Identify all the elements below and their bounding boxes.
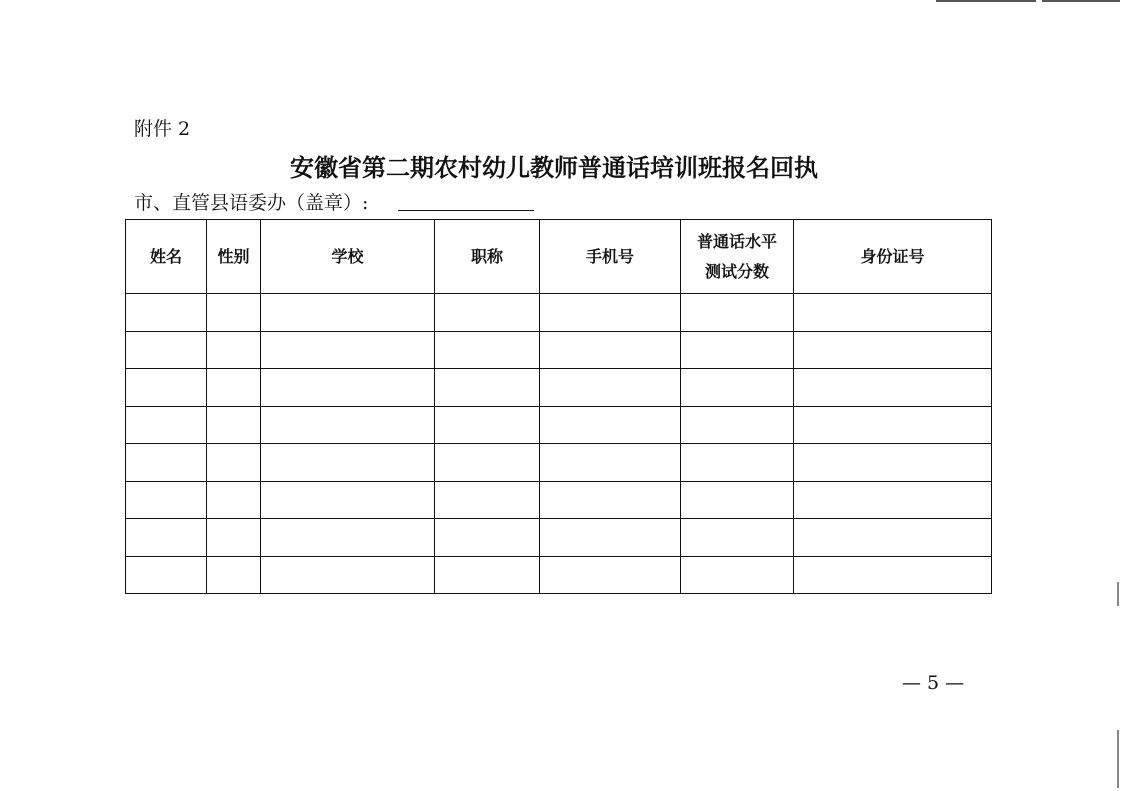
cell-name[interactable] [126,406,207,444]
cell-school[interactable] [261,556,435,594]
cell-gender[interactable] [207,556,261,594]
cell-id-number[interactable] [794,556,992,594]
cell-name[interactable] [126,519,207,557]
table-row [126,331,992,369]
cell-id-number[interactable] [794,369,992,407]
table-body [126,294,992,594]
page-title: 安徽省第二期农村幼儿教师普通话培训班报名回执 [290,153,818,182]
cell-school[interactable] [261,369,435,407]
cell-school[interactable] [261,331,435,369]
cell-name[interactable] [126,294,207,332]
cell-name[interactable] [126,369,207,407]
cell-phone[interactable] [540,556,681,594]
table-header-row [126,220,992,294]
cell-id-number[interactable] [794,444,992,482]
table-row [126,444,992,482]
header-title: 职称 [435,220,540,294]
cell-putonghua-score[interactable] [681,331,794,369]
cell-gender[interactable] [207,406,261,444]
registration-table [125,219,992,594]
header-gender: 性别 [207,220,261,294]
cell-id-number[interactable] [794,406,992,444]
cell-putonghua-score[interactable] [681,519,794,557]
table-row [126,519,992,557]
cell-name[interactable] [126,481,207,519]
cell-id-number[interactable] [794,331,992,369]
cell-title[interactable] [435,369,540,407]
table-row [126,481,992,519]
header-id-number: 身份证号 [794,220,992,294]
cell-id-number[interactable] [794,481,992,519]
attachment-label: 附件 2 [134,118,191,140]
cell-phone[interactable] [540,406,681,444]
cell-id-number[interactable] [794,294,992,332]
cell-gender[interactable] [207,331,261,369]
cell-school[interactable] [261,444,435,482]
cell-name[interactable] [126,444,207,482]
stamp-fill-line[interactable] [398,210,534,211]
cell-title[interactable] [435,331,540,369]
cell-school[interactable] [261,406,435,444]
cell-putonghua-score[interactable] [681,369,794,407]
cell-name[interactable] [126,556,207,594]
cell-phone[interactable] [540,481,681,519]
header-rule-right [1042,0,1120,2]
cell-putonghua-score[interactable] [681,444,794,482]
cell-putonghua-score[interactable] [681,406,794,444]
cell-school[interactable] [261,481,435,519]
cell-title[interactable] [435,556,540,594]
cell-school[interactable] [261,519,435,557]
table-row [126,406,992,444]
table-row [126,556,992,594]
cell-gender[interactable] [207,444,261,482]
header-name: 姓名 [126,220,207,294]
cell-gender[interactable] [207,294,261,332]
page-number: — 5 — [902,672,965,694]
cell-name[interactable] [126,331,207,369]
cell-gender[interactable] [207,519,261,557]
cell-phone[interactable] [540,294,681,332]
cell-phone[interactable] [540,369,681,407]
cell-gender[interactable] [207,369,261,407]
cell-phone[interactable] [540,519,681,557]
cell-title[interactable] [435,444,540,482]
header-putonghua-score [681,220,794,294]
table-row [126,369,992,407]
stamp-label: 市、直管县语委办（盖章）: [134,192,369,214]
header-putonghua-score-text: 普通话水平测试分数 [696,231,777,281]
header-school: 学校 [261,220,435,294]
table-row [126,294,992,332]
cell-school[interactable] [261,294,435,332]
cell-phone[interactable] [540,331,681,369]
cell-phone[interactable] [540,444,681,482]
cell-title[interactable] [435,406,540,444]
cell-id-number[interactable] [794,519,992,557]
cell-title[interactable] [435,481,540,519]
cell-title[interactable] [435,519,540,557]
cell-gender[interactable] [207,481,261,519]
cell-putonghua-score[interactable] [681,294,794,332]
cell-putonghua-score[interactable] [681,481,794,519]
header-rule-left [936,0,1036,2]
header-phone: 手机号 [540,220,681,294]
cell-putonghua-score[interactable] [681,556,794,594]
edge-mark-upper [1117,582,1119,606]
edge-mark-lower [1117,730,1119,788]
cell-title[interactable] [435,294,540,332]
